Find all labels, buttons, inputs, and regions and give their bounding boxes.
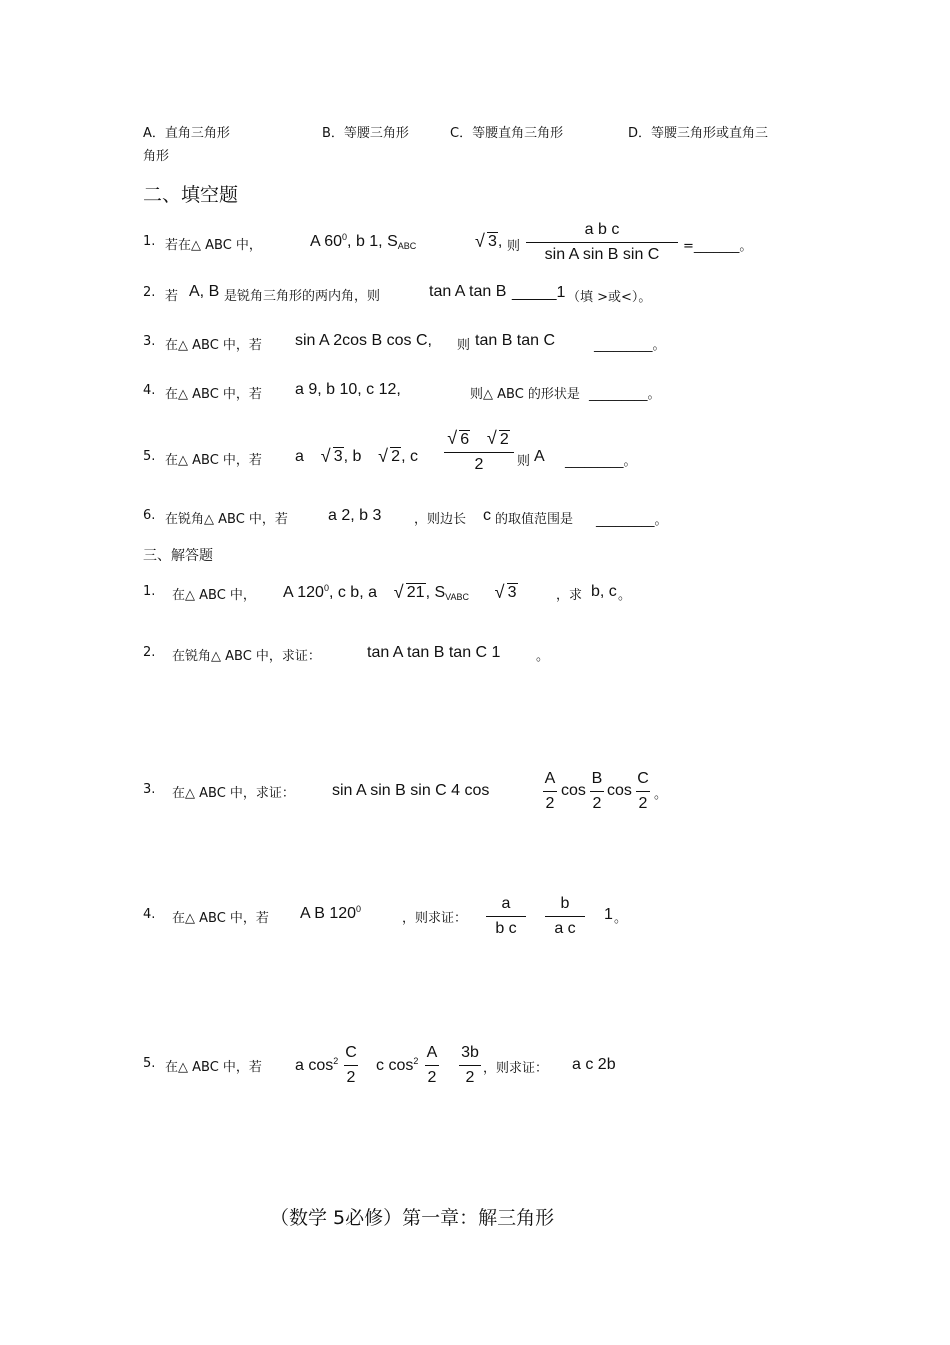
answer-blank: _____1 [512,284,566,301]
question-text: ，求 [556,588,583,603]
question-text: 则 [517,454,531,469]
math-fraction: C 2 [345,1044,357,1086]
math-fraction: b a c [545,894,585,939]
math-expression: b, c [591,583,617,600]
square-superscript: 2 [333,1056,339,1066]
question-number: 6. [143,508,156,523]
math-expression: A $120^0$, c b, a √ 21, $S_{VABC}$ √ 3 [283,584,518,602]
math-expression: A [534,448,545,465]
math-expression: c $\cos^2$ [376,1056,419,1074]
question-number: 2. [143,285,156,300]
question-number: 4. [143,907,156,922]
square-superscript: 2 [413,1056,419,1066]
math-fraction: a b c [486,894,526,939]
question-number: 3. [143,782,156,797]
math-expression: a 2, b 3 [328,507,382,524]
degree-superscript: 0 [323,583,329,593]
option-d: D．等腰三角形或直角三 [628,126,769,141]
question-text: 则△ ABC 的形状是 [470,387,580,402]
math-expression: tan A tan B tan C 1 [367,644,501,661]
math-expression: 1 [604,906,613,923]
question-text: ，则边长 [414,512,467,527]
math-expression: sin A 2cos B cos C, [295,332,432,349]
question-text: 若 [165,289,179,304]
question-text: 在△ ABC 中，若 [165,338,262,353]
answer-blank: =_______。 [683,239,753,254]
math-expression: A $60^0$, b 1, $S_{ABC}$ [310,232,417,251]
math-fraction: B 2 [591,770,603,812]
math-expression: a c 2b [572,1056,616,1073]
math-expression: a $\cos^2$ [295,1056,339,1074]
question-text: 在锐角△ ABC 中，求证： [172,649,321,664]
math-fraction: 3b 2 [459,1043,481,1088]
math-fraction: A 2 [544,770,556,812]
math-expression: A B $120^0$ [300,904,362,922]
math-fraction: a b c sin A sin B sin C [526,220,678,265]
question-number: 3. [143,334,156,349]
math-expression: tan B tan C [475,332,556,349]
question-text: 在锐角△ ABC 中，若 [165,512,288,527]
question-text: 。 [618,588,632,603]
question-text: 的取值范围是 [495,512,574,527]
question-text: 在△ ABC 中，若 [165,1060,262,1075]
question-text: ，则求证： [483,1061,549,1076]
math-expression: sin A sin B sin C 4 cos [332,782,490,799]
math-expression: cos [607,782,632,799]
math-radical: √ 3, [476,233,502,251]
question-number: 4. [143,383,156,398]
question-number: 5. [143,449,156,464]
question-number: 5. [143,1056,156,1071]
question-text: 。 [654,787,668,802]
option-d-continued: 角形 [143,149,170,164]
question-text: 在△ ABC 中，若 [165,387,262,402]
answer-blank: _________。 [594,338,666,353]
math-expression: tan A tan B [429,283,507,300]
math-expression: A, B [189,283,220,300]
question-number: 1. [143,234,156,249]
chapter-heading: （数学 5必修）第一章：解三角形 [270,1207,555,1229]
question-text: 若在△ ABC 中， [165,238,262,253]
question-text: 在△ ABC 中，若 [172,911,269,926]
question-text: 在△ ABC 中， [172,588,256,603]
math-fraction: √ 6 √ 2 2 [444,430,514,475]
option-a: A．直角三角形 [143,126,230,141]
subscript: ABC [397,241,417,251]
question-text: 则 [457,338,471,353]
question-text: 在△ ABC 中，求证： [172,786,295,801]
section-fill-title: 二、填空题 [143,184,239,206]
option-c: C．等腰直角三角形 [450,126,564,141]
answer-blank: _________。 [596,513,668,528]
answer-blank: _________。 [565,454,637,469]
math-expression: a 9, b 10, c 12, [295,381,401,398]
question-text: 。 [536,649,550,664]
math-fraction: A 2 [426,1044,438,1086]
math-expression: c [483,507,491,524]
question-text: ，则求证： [402,911,468,926]
option-b: B．等腰三角形 [322,126,409,141]
question-number: 2. [143,645,156,660]
question-hint: （填 >或<）。 [567,290,652,305]
question-text: 则 [507,239,521,254]
degree-superscript: 0 [342,232,348,242]
question-number: 1. [143,584,156,599]
math-fraction: C 2 [637,770,649,812]
section-solve-title: 三、解答题 [143,548,213,564]
question-text: 在△ ABC 中，若 [165,453,262,468]
math-expression: cos [561,782,586,799]
question-text: 是锐角三角形的两内角，则 [224,289,381,304]
degree-superscript: 0 [356,904,362,914]
question-text: 。 [614,911,628,926]
math-expression: a √ 3, b √ 2, c [295,448,418,466]
subscript: VABC [445,592,469,602]
answer-blank: _________。 [589,387,661,402]
